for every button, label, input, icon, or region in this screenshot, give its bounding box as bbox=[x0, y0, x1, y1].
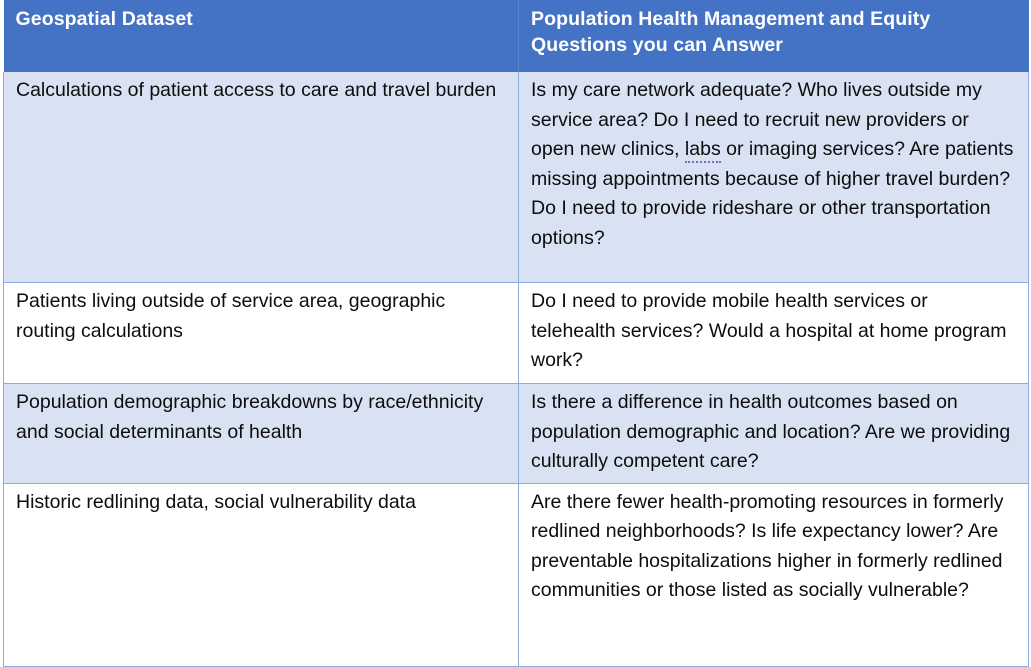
geospatial-dataset-table bbox=[3, 0, 1029, 667]
dataset-text-2: Patients living outside of service area, geographic routing calculations bbox=[16, 290, 446, 342]
table-row bbox=[4, 283, 1029, 384]
questions-text-4: Are there fewer health-promoting resources in formerly redlined neighborhoods? Is life expectancy lower? Are preventable hospitalizations higher in formerly redlined communities or those listed as socially vulnerable? bbox=[531, 490, 1004, 601]
cell-dataset-4 bbox=[4, 483, 519, 666]
dataset-text-3: Population demographic breakdowns by race/ethnicity and social determinants of health bbox=[16, 391, 484, 443]
column-header-geospatial-dataset: Geospatial Dataset bbox=[4, 0, 519, 72]
cell-dataset-3 bbox=[4, 384, 519, 484]
header-row bbox=[4, 0, 1029, 72]
cell-questions-4 bbox=[519, 483, 1029, 666]
column-header-population-health-questions: Population Health Management and Equity Questions you can Answer bbox=[519, 0, 1029, 72]
dataset-text-1: Calculations of patient access to care and travel burden bbox=[16, 79, 497, 101]
table-header bbox=[4, 0, 1029, 72]
cell-questions-3 bbox=[519, 384, 1029, 484]
questions-text-1 bbox=[531, 76, 1016, 253]
table-body bbox=[4, 72, 1029, 666]
questions-text-3: Is there a difference in health outcomes based on population demographic and location? Are we providing culturally competent care? bbox=[531, 391, 1011, 472]
cell-questions-1 bbox=[519, 72, 1029, 283]
cell-questions-2 bbox=[519, 283, 1029, 384]
dataset-text-4: Historic redlining data, social vulnerability data bbox=[16, 490, 416, 513]
questions-text-1-part-b: or imaging services? Are patients missing appointments because of higher travel burden? Do I need to provide rideshare or other transportation options? bbox=[531, 138, 1014, 249]
cell-dataset-2 bbox=[4, 283, 519, 384]
table-row bbox=[4, 384, 1029, 484]
questions-text-2: Do I need to provide mobile health services or telehealth services? Would a hospital at home program work? bbox=[531, 290, 1007, 371]
table-row bbox=[4, 483, 1029, 666]
table-row bbox=[4, 72, 1029, 283]
spellcheck-word-labs[interactable]: labs bbox=[685, 138, 721, 163]
questions-text-1-part-a: Is my care network adequate? Who lives outside my service area? Do I need to recruit new providers or open new clinics, bbox=[531, 79, 982, 160]
cell-dataset-1 bbox=[4, 72, 519, 283]
